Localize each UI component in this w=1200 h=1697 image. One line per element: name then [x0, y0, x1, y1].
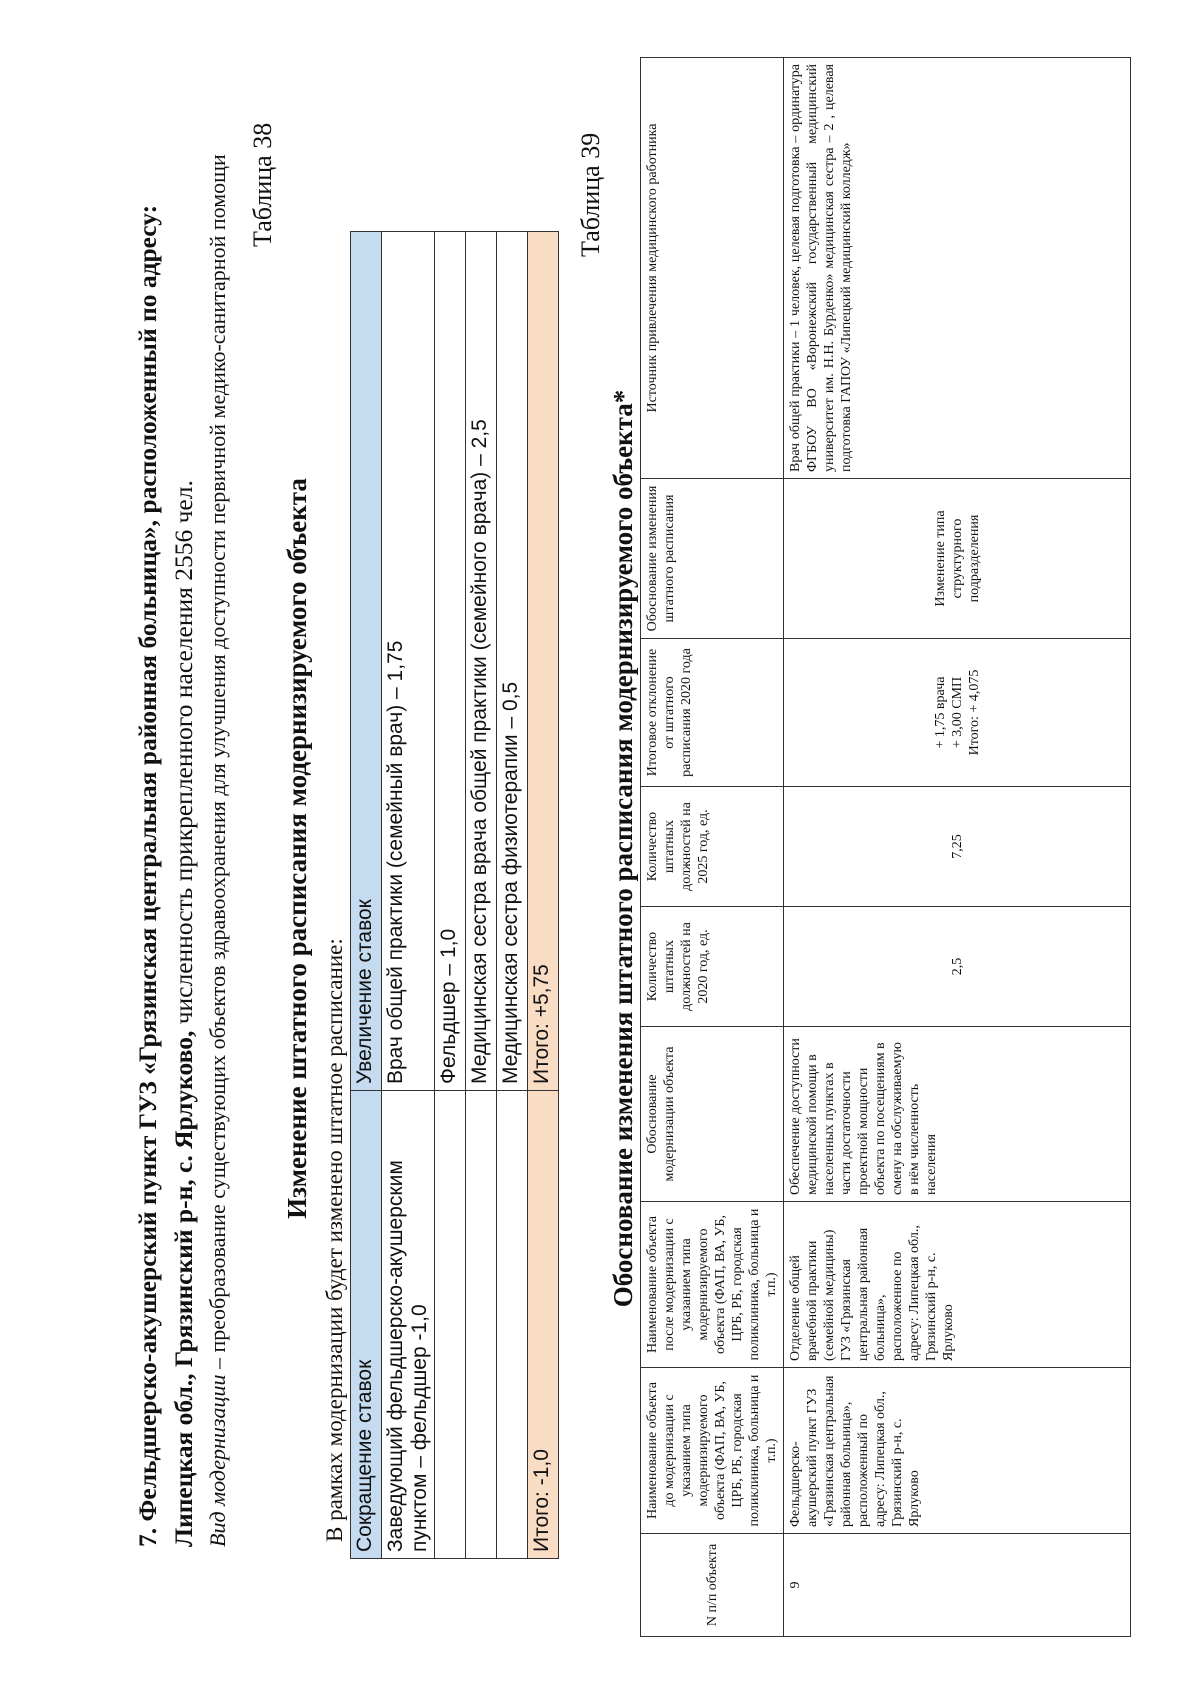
increase-cell: Врач общей практики (семейный врач) – 1,75	[382, 232, 435, 1091]
increase-cell: Медицинская сестра физиотерапии – 0,5	[497, 232, 528, 1091]
total-reduce: Итого: -1,0	[528, 1091, 559, 1559]
table-row	[497, 232, 528, 1559]
reduce-cell: Заведующий фельдшерско-акушерским пунктом – фельдшер -1,0	[382, 1091, 435, 1559]
object-before: Фельдшерско-акушерский пункт ГУЗ «Грязинская центральная районная больница», расположенный по адресу: Липецкая обл., Грязинский р-н, с. Ярлуково	[784, 1368, 1131, 1534]
section-number: 7.	[133, 1527, 162, 1547]
col-header-before: Наименование объекта до модернизации с указанием типа модернизируемого объекта (ФАП, ВА, УБ, ЦРБ, РБ, городская поликлиника, больница и т.п.)	[641, 1368, 784, 1534]
increase-cell: Медицинская сестра врача общей практики (семейного врача) – 2,5	[466, 232, 497, 1091]
col-header-count-2020: Количество штатных должностей на 2020 год, ед.	[641, 907, 784, 1027]
object-number: 9	[784, 1534, 1131, 1637]
header-increase: Увеличение ставок	[351, 232, 382, 1091]
table39-label: Таблица 39	[576, 132, 605, 257]
col-header-n: N п/п объекта	[641, 1534, 784, 1637]
table38-intro: В рамках модернизации будет изменено штатное расписание:	[322, 938, 347, 1542]
totals-row	[528, 232, 559, 1559]
col-header-justification: Обоснование модернизации объекта	[641, 1027, 784, 1202]
total-increase: Итого: +5,75	[528, 232, 559, 1091]
table-row	[784, 58, 1131, 1637]
staff-change-reason: Изменение типа структурного подразделения	[784, 479, 1131, 639]
facility-title: Фельдшерско-акушерский пункт ГУЗ «Грязинская центральная районная больница», расположенный по адресу: Липецкая обл., Грязинский р-н, с. Ярлуково,	[133, 204, 198, 1547]
col-header-deviation: Итоговое отклонение от штатного расписания 2020 года	[641, 639, 784, 787]
population-text: численность прикрепленного населения 2556 чел.	[169, 480, 198, 1025]
col-header-source: Источник привлечения медицинского работника	[641, 58, 784, 479]
table-row	[466, 232, 497, 1559]
reduce-cell	[497, 1091, 528, 1559]
count-2020: 2,5	[784, 907, 1131, 1027]
table38-label: Таблица 38	[248, 122, 277, 247]
modernization-text: – преобразование существующих объектов здравоохранения для улучшения доступности первичной медико-санитарной помощи	[205, 154, 230, 1370]
deviation-nurse: + 3,00 СМП	[949, 676, 965, 749]
modernization-label: Вид модернизации	[205, 1374, 230, 1547]
table-header-row	[351, 232, 382, 1559]
header-reduce: Сокращение ставок	[351, 1091, 382, 1559]
object-justification: Обеспечение доступности медицинской помощи в населенных пунктах в части достаточности проектной мощности объекта по посещениям в смену на обслуживаемую в нём численность населения	[784, 1027, 1131, 1202]
deviation-doctor: + 1,75 врача	[932, 676, 948, 749]
staff-source: Врач общей практики – 1 человек, целевая подготовка – ординатура ФГБОУ ВО «Воронежский государственный медицинский университет им. Н.Н. Бурденко» медицинская сестра – 2 , целевая подготовка ГАПОУ «Липецкий медицинский колледж»	[784, 58, 1131, 479]
table-row	[435, 232, 466, 1559]
table-row	[382, 232, 435, 1559]
section-heading	[130, 87, 234, 1547]
col-header-count-2025: Количество штатных должностей на 2025 год, ед.	[641, 787, 784, 907]
staffing-justification-table	[640, 57, 1131, 1637]
object-after: Отделение общей врачебной практики (семейной медицины) ГУЗ «Грязинская центральная районная больница», расположенное по адресу: Липецкая обл., Грязинский р-н, с. Ярлуково	[784, 1202, 1131, 1368]
col-header-after: Наименование объекта после модернизации с указанием типа модернизируемого объекта (ФАП, ВА, УБ, ЦРБ, РБ, городская поликлиника, больница и т.п.)	[641, 1202, 784, 1368]
reduce-cell	[435, 1091, 466, 1559]
deviation	[784, 639, 1131, 787]
count-2025: 7,25	[784, 787, 1131, 907]
table38-title: Изменение штатного расписания модернизируемого объекта	[282, 478, 312, 1219]
col-header-staff-reason: Обоснование изменения штатного расписания	[641, 479, 784, 639]
table-header-row	[641, 58, 784, 1637]
reduce-cell	[466, 1091, 497, 1559]
increase-cell: Фельдшер – 1,0	[435, 232, 466, 1091]
staffing-change-table	[350, 231, 559, 1559]
deviation-total: Итого: + 4,075	[966, 669, 982, 756]
table39-title: Обоснование изменения штатного расписания модернизируемого объекта*	[608, 389, 638, 1308]
